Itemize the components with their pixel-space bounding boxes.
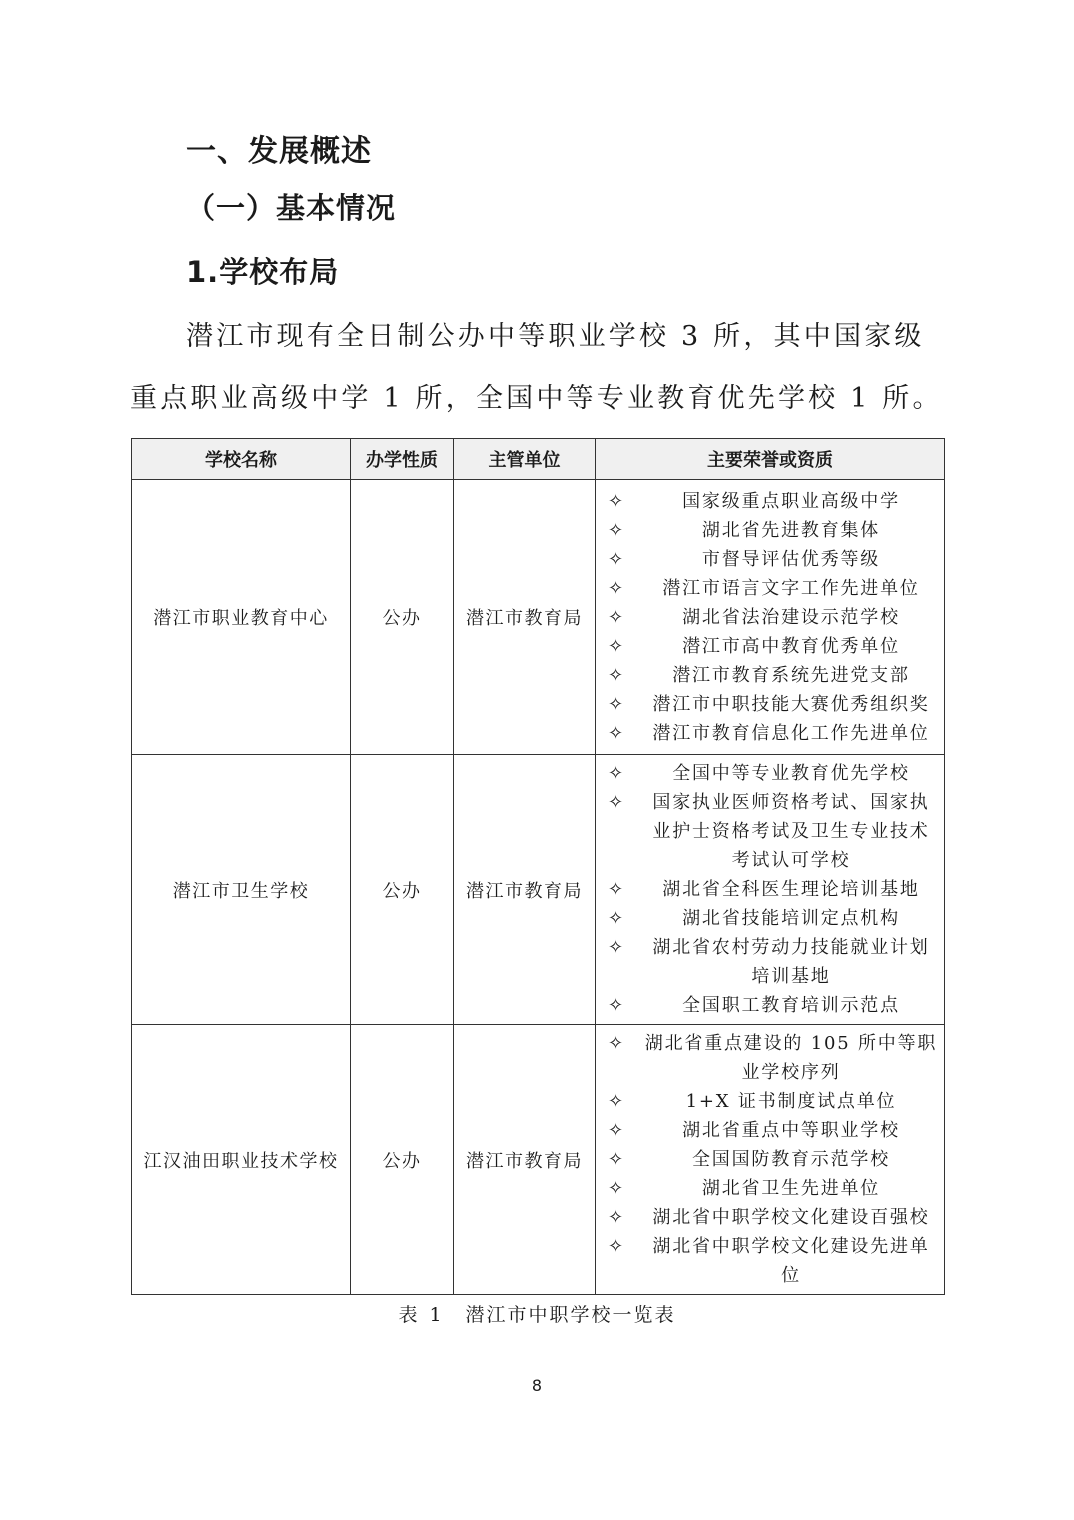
table-row <box>132 1025 945 1295</box>
authority-cell: 潜江市教育局 <box>454 480 596 755</box>
honor-text: 潜江市高中教育优秀单位 <box>682 635 900 657</box>
four-point-star-icon: ✧ <box>608 722 625 744</box>
honor-item <box>604 516 938 545</box>
nature-cell: 公办 <box>351 480 454 755</box>
honor-item <box>604 875 938 904</box>
honor-text: 湖北省法治建设示范学校 <box>682 606 900 628</box>
honor-item <box>604 574 938 603</box>
four-point-star-icon: ✧ <box>608 1091 625 1112</box>
honor-item <box>604 991 938 1020</box>
honor-text: 市督导评估优秀等级 <box>701 548 881 570</box>
header-school-name: 学校名称 <box>132 439 351 480</box>
header-authority: 主管单位 <box>454 439 596 480</box>
four-point-star-icon: ✧ <box>608 1207 625 1228</box>
table-header-row <box>132 439 945 480</box>
four-point-star-icon: ✧ <box>608 490 625 512</box>
honor-text: 国家级重点职业高级中学 <box>682 490 900 512</box>
honor-text: 湖北省先进教育集体 <box>701 519 881 541</box>
honor-text: 全国中等专业教育优先学校 <box>672 763 910 784</box>
four-point-star-icon: ✧ <box>608 1178 625 1199</box>
heading-school-layout: 1.学校布局 <box>186 255 340 289</box>
heading-basic-situation: （一）基本情况 <box>186 191 397 225</box>
four-point-star-icon: ✧ <box>608 995 625 1016</box>
four-point-star-icon: ✧ <box>608 937 625 958</box>
four-point-star-icon: ✧ <box>608 1033 625 1054</box>
four-point-star-icon: ✧ <box>608 792 625 813</box>
honor-item <box>604 1087 938 1116</box>
honor-text: 全国职工教育培训示范点 <box>682 995 900 1016</box>
honor-item <box>604 603 938 632</box>
intro-paragraph: 潜江市现有全日制公办中等职业学校 3 所，其中国家级重点职业高级中学 1 所，全国中等专业教育优先学校 1 所。 <box>130 321 943 414</box>
honor-item <box>604 1029 938 1087</box>
header-honors: 主要荣誉或资质 <box>596 439 945 480</box>
schools-table <box>131 438 945 1295</box>
honor-item <box>604 1174 938 1203</box>
honor-text: 湖北省技能培训定点机构 <box>682 908 900 929</box>
four-point-star-icon: ✧ <box>608 664 625 686</box>
honor-text: 1+X 证书制度试点单位 <box>685 1091 897 1112</box>
school-name-cell: 江汉油田职业技术学校 <box>132 1025 351 1295</box>
four-point-star-icon: ✧ <box>608 908 625 929</box>
school-name-cell: 潜江市卫生学校 <box>132 755 351 1025</box>
nature-cell: 公办 <box>351 755 454 1025</box>
honors-list <box>604 487 938 748</box>
four-point-star-icon: ✧ <box>608 693 625 715</box>
honors-cell <box>596 755 945 1025</box>
four-point-star-icon: ✧ <box>608 763 625 784</box>
four-point-star-icon: ✧ <box>608 577 625 599</box>
four-point-star-icon: ✧ <box>608 606 625 628</box>
honor-text: 湖北省中职学校文化建设百强校 <box>652 1207 930 1228</box>
nature-cell: 公办 <box>351 1025 454 1295</box>
authority-cell: 潜江市教育局 <box>454 755 596 1025</box>
honor-text: 湖北省全科医生理论培训基地 <box>662 879 920 900</box>
header-nature: 办学性质 <box>351 439 454 480</box>
four-point-star-icon: ✧ <box>608 879 625 900</box>
school-name-cell: 潜江市职业教育中心 <box>132 480 351 755</box>
four-point-star-icon: ✧ <box>608 1120 625 1141</box>
honor-item <box>604 788 938 875</box>
honor-text: 湖北省农村劳动力技能就业计划培训基地 <box>652 937 930 987</box>
honor-text: 国家执业医师资格考试、国家执业护士资格考试及卫生专业技术考试认可学校 <box>652 792 930 871</box>
heading-development-overview: 一、发展概述 <box>186 134 372 169</box>
honor-text: 全国国防教育示范学校 <box>692 1149 890 1170</box>
table-row <box>132 755 945 1025</box>
honor-item <box>604 632 938 661</box>
honor-text: 潜江市教育信息化工作先进单位 <box>652 722 930 744</box>
honors-cell <box>596 480 945 755</box>
honor-item <box>604 1145 938 1174</box>
page-number: 8 <box>531 1376 543 1395</box>
honors-list <box>604 759 938 1020</box>
honor-item <box>604 719 938 748</box>
honors-list <box>604 1029 938 1290</box>
honor-item <box>604 690 938 719</box>
honor-item <box>604 1203 938 1232</box>
honor-text: 湖北省卫生先进单位 <box>701 1178 881 1199</box>
table-caption <box>0 1300 1074 1327</box>
authority-cell: 潜江市教育局 <box>454 1025 596 1295</box>
four-point-star-icon: ✧ <box>608 1236 625 1257</box>
honor-text: 潜江市语言文字工作先进单位 <box>662 577 920 599</box>
caption-number: 1 <box>429 1304 444 1326</box>
honor-item <box>604 1116 938 1145</box>
honor-item <box>604 759 938 788</box>
honor-text: 湖北省中职学校文化建设先进单位 <box>652 1236 930 1286</box>
caption-prefix: 表 <box>398 1304 420 1326</box>
four-point-star-icon: ✧ <box>608 1149 625 1170</box>
honor-item <box>604 933 938 991</box>
honors-cell <box>596 1025 945 1295</box>
honor-item <box>604 487 938 516</box>
honor-item <box>604 904 938 933</box>
honor-text: 潜江市中职技能大赛优秀组织奖 <box>652 693 930 715</box>
honor-text: 湖北省重点中等职业学校 <box>682 1120 900 1141</box>
four-point-star-icon: ✧ <box>608 548 625 570</box>
four-point-star-icon: ✧ <box>608 519 625 541</box>
four-point-star-icon: ✧ <box>608 635 625 657</box>
honor-item <box>604 545 938 574</box>
table-row <box>132 480 945 755</box>
honor-item <box>604 661 938 690</box>
caption-title: 潜江市中职学校一览表 <box>465 1304 676 1326</box>
honor-item <box>604 1232 938 1290</box>
honor-text: 潜江市教育系统先进党支部 <box>672 664 910 686</box>
honor-text: 湖北省重点建设的 105 所中等职业学校序列 <box>644 1033 938 1083</box>
